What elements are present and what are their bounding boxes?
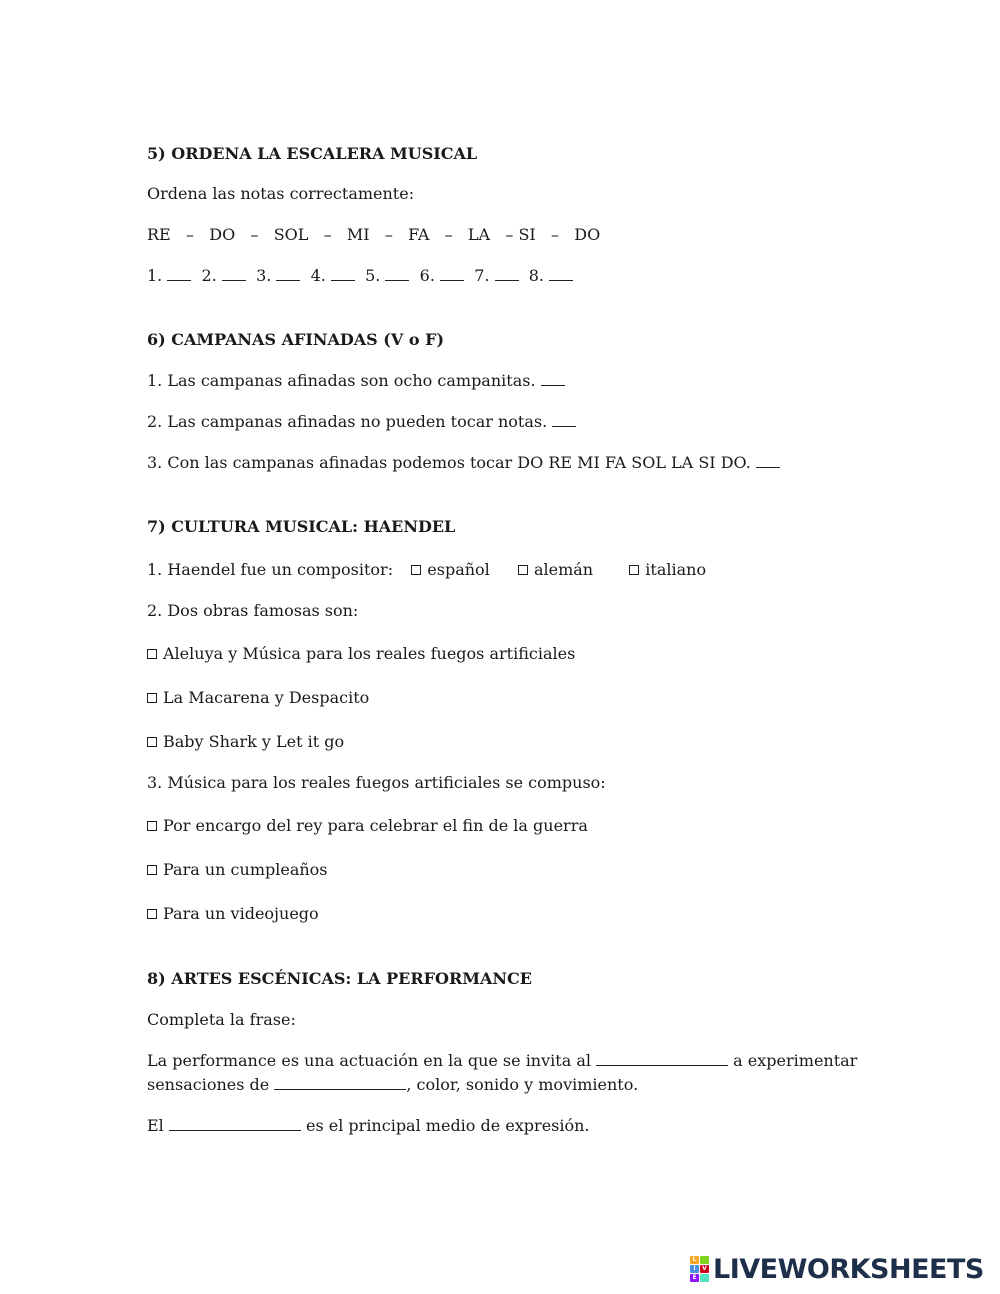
question-text: 1. Haendel fue un compositor: xyxy=(147,560,394,579)
tf-item xyxy=(147,412,576,432)
logo-block xyxy=(700,1256,709,1264)
option-label: Aleluya y Música para los reales fuegos artificiales xyxy=(163,644,576,663)
checkbox[interactable] xyxy=(518,565,528,575)
sentence-part: La performance es una actuación en la que se invita al xyxy=(147,1051,591,1070)
logo-block: I xyxy=(690,1265,699,1273)
logo-block xyxy=(700,1274,709,1282)
slot-label: 4. xyxy=(310,266,326,285)
section-5-instruction: Ordena las notas correctamente: xyxy=(147,184,415,203)
sentence-part: , color, sonido y movimiento. xyxy=(406,1075,639,1094)
slot-label: 1. xyxy=(147,266,163,285)
section-8-instruction: Completa la frase: xyxy=(147,1010,296,1029)
section-6-title: 6) CAMPANAS AFINADAS (V o F) xyxy=(147,330,445,349)
fill-blank[interactable] xyxy=(596,1051,728,1066)
option-row xyxy=(147,816,588,836)
answer-blank[interactable] xyxy=(167,266,191,281)
option-row xyxy=(147,860,328,880)
checkbox[interactable] xyxy=(147,649,157,659)
option-label: La Macarena y Despacito xyxy=(163,688,370,707)
answer-blank[interactable] xyxy=(222,266,246,281)
answer-blank[interactable] xyxy=(331,266,355,281)
logo-block: L xyxy=(690,1256,699,1264)
liveworksheets-logo xyxy=(690,1251,984,1287)
section-7-title: 7) CULTURA MUSICAL: HAENDEL xyxy=(147,517,456,536)
tf-statement: 3. Con las campanas afinadas podemos tocar DO RE MI FA SOL LA SI DO. xyxy=(147,453,751,472)
fill-blank[interactable] xyxy=(274,1075,406,1090)
sentence-part: a experimentar xyxy=(733,1051,858,1070)
option-label: Por encargo del rey para celebrar el fin de la guerra xyxy=(163,816,588,835)
option-row xyxy=(147,732,344,752)
answer-blank[interactable] xyxy=(549,266,573,281)
option-row xyxy=(147,644,575,664)
tf-answer-blank[interactable] xyxy=(541,371,565,386)
answer-blank[interactable] xyxy=(495,266,519,281)
tf-answer-blank[interactable] xyxy=(552,412,576,427)
question-2: 2. Dos obras famosas son: xyxy=(147,601,359,620)
fill-line-2 xyxy=(147,1075,638,1095)
fill-line-3 xyxy=(147,1116,590,1136)
sentence-part: sensaciones de xyxy=(147,1075,270,1094)
option-label: Para un cumpleaños xyxy=(163,860,328,879)
option-label: Baby Shark y Let it go xyxy=(163,732,345,751)
option-label: alemán xyxy=(533,560,594,579)
question-1 xyxy=(147,560,706,580)
notes-sequence: RE – DO – SOL – MI – FA – LA – SI – DO xyxy=(147,225,601,244)
question-3: 3. Música para los reales fuegos artificiales se compuso: xyxy=(147,773,606,792)
brand-name: LIVEWORKSHEETS xyxy=(713,1253,984,1285)
sentence-part: El xyxy=(147,1116,164,1135)
section-5-title: 5) ORDENA LA ESCALERA MUSICAL xyxy=(147,144,478,163)
answer-blank[interactable] xyxy=(385,266,409,281)
answer-blank[interactable] xyxy=(276,266,300,281)
checkbox[interactable] xyxy=(147,821,157,831)
slot-label: 2. xyxy=(201,266,217,285)
logo-block: E xyxy=(690,1274,699,1282)
checkbox[interactable] xyxy=(147,865,157,875)
checkbox[interactable] xyxy=(147,737,157,747)
option-label: español xyxy=(427,560,490,579)
option-row xyxy=(147,688,369,708)
checkbox[interactable] xyxy=(147,909,157,919)
checkbox[interactable] xyxy=(147,693,157,703)
logo-block: V xyxy=(700,1265,709,1273)
checkbox[interactable] xyxy=(411,565,421,575)
slot-label: 5. xyxy=(365,266,381,285)
option-label: italiano xyxy=(645,560,707,579)
fill-blank[interactable] xyxy=(169,1116,301,1131)
fill-line-1 xyxy=(147,1051,857,1071)
tf-answer-blank[interactable] xyxy=(756,453,780,468)
section-8-title: 8) ARTES ESCÉNICAS: LA PERFORMANCE xyxy=(147,969,532,988)
slot-label: 7. xyxy=(474,266,490,285)
slot-label: 8. xyxy=(528,266,544,285)
option-label: Para un videojuego xyxy=(163,904,319,923)
option-row xyxy=(147,904,319,924)
tf-statement: 1. Las campanas afinadas son ocho campanitas. xyxy=(147,371,536,390)
tf-item xyxy=(147,453,780,473)
logo-blocks-icon xyxy=(690,1256,709,1282)
order-slots xyxy=(147,266,573,286)
tf-item xyxy=(147,371,565,391)
answer-blank[interactable] xyxy=(440,266,464,281)
slot-label: 3. xyxy=(256,266,272,285)
slot-label: 6. xyxy=(419,266,435,285)
sentence-part: es el principal medio de expresión. xyxy=(305,1116,590,1135)
checkbox[interactable] xyxy=(629,565,639,575)
tf-statement: 2. Las campanas afinadas no pueden tocar notas. xyxy=(147,412,548,431)
